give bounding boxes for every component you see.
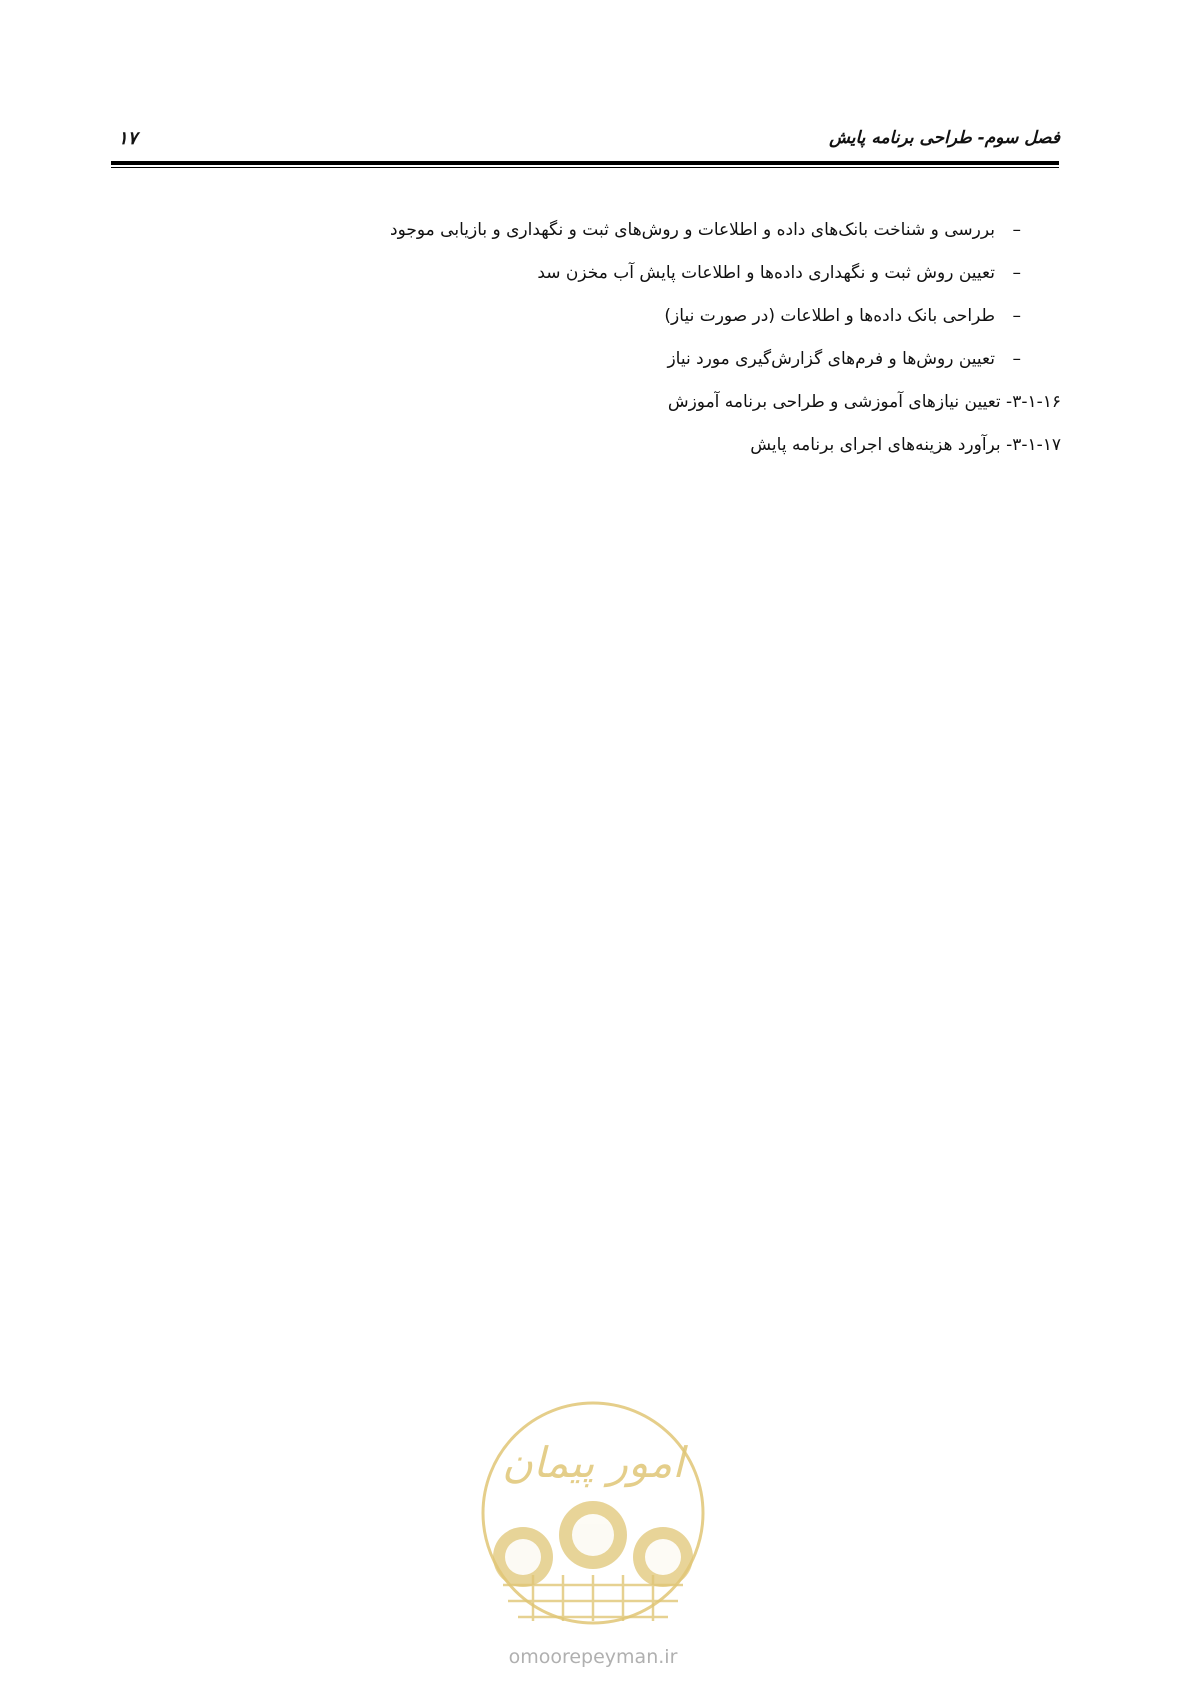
watermark-url: omoorepeyman.ir (508, 1646, 678, 1668)
bullet-item (390, 306, 1061, 326)
bullet-item (390, 220, 1061, 240)
bullet-text: تعیین روش ثبت و نگهداری داده‌ها و اطلاعات پایش آب مخزن سد (537, 263, 995, 283)
bullet-dash: – (1012, 263, 1021, 283)
watermark-emblem-icon (463, 1395, 723, 1675)
watermark-logo (463, 1395, 723, 1675)
bullet-item (390, 349, 1061, 369)
section-heading: ۳-۱-۱۷- برآورد هزینه‌های اجرای برنامه پایش (750, 435, 1061, 455)
page-number: ۱۷ (118, 128, 138, 149)
chapter-title: فصل سوم- طراحی برنامه پایش (829, 128, 1060, 148)
bullet-dash: – (1012, 349, 1021, 369)
bullet-text: بررسی و شناخت بانک‌های داده و اطلاعات و روش‌های ثبت و نگهداری و بازیابی موجود (390, 220, 995, 240)
watermark-logo-text: امور پیمان (502, 1438, 684, 1487)
header-rule-thick (111, 161, 1059, 165)
bullet-text: تعیین روش‌ها و فرم‌های گزارش‌گیری مورد نیاز (667, 349, 995, 369)
bullet-dash: – (1012, 306, 1021, 326)
body-content (390, 220, 1061, 478)
bullet-item (390, 263, 1061, 283)
header-rule-thin (111, 167, 1059, 168)
bullet-dash: – (1012, 220, 1021, 240)
section-heading: ۳-۱-۱۶- تعیین نیازهای آموزشی و طراحی برنامه آموزش (667, 392, 1061, 412)
bullet-text: طراحی بانک داده‌ها و اطلاعات (در صورت نیاز) (664, 306, 995, 326)
